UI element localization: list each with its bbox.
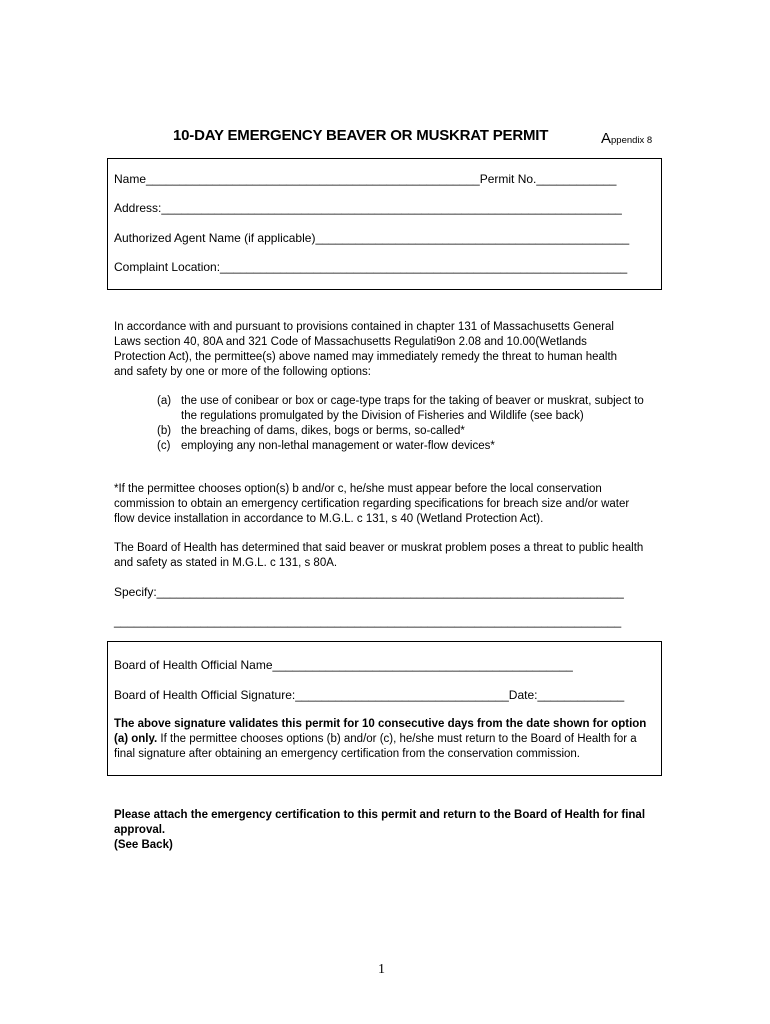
attach-instruction: Please attach the emergency certification to this permit and return to the Board of Health for final approval. — [114, 809, 646, 836]
official-name-field[interactable]: Board of Health Official Name_____________________________________________ — [114, 658, 573, 672]
option-c — [157, 439, 662, 454]
board-statement: The Board of Health has determined that said beaver or muskrat problem poses a threat to public health and safety as stated in M.G.L. c 131, s 80A. — [114, 542, 644, 569]
option-label: (c) — [157, 440, 171, 452]
option-text: employing any non-lethal management or water-flow devices* — [181, 440, 495, 452]
address-field[interactable]: Address:_____________________________________________________________________ — [114, 201, 622, 215]
validation-bold-text: The above signature validates this permit for 10 consecutive days from the date shown for option (a) only. — [114, 718, 647, 745]
name-field[interactable]: Name__________________________________________________Permit No.____________ — [114, 172, 617, 186]
option-a — [157, 394, 662, 424]
appendix-rest: ppendix 8 — [611, 135, 653, 146]
page-number: 1 — [378, 962, 385, 977]
footnote-paragraph: *If the permittee chooses option(s) b and/or c, he/she must appear before the local conservation commission to obtain an emergency certification regarding specifications for breach size and/or water flow device installation in accordance to M.G.L. c 131, s 40 (Wetland Protection Act). — [114, 483, 630, 525]
official-signature-field[interactable]: Board of Health Official Signature:________________________________Date:_____________ — [114, 688, 625, 702]
appendix-label — [601, 130, 652, 147]
option-text: the breaching of dams, dikes, bogs or berms, so-called* — [181, 425, 465, 437]
specify-field[interactable]: Specify:______________________________________________________________________ — [114, 585, 624, 599]
complaint-location-field[interactable]: Complaint Location:_____________________________________________________________ — [114, 260, 628, 274]
option-b — [157, 424, 662, 439]
agent-name-field[interactable]: Authorized Agent Name (if applicable)_______________________________________________ — [114, 231, 630, 245]
appendix-initial: A — [601, 130, 612, 147]
option-label: (a) — [157, 395, 172, 407]
specify-field-continued[interactable]: ____________________________________________________________________________ — [114, 614, 622, 628]
options-list — [157, 394, 662, 454]
option-text: the use of conibear or box or cage-type traps for the taking of beaver or muskrat, subject to the regulations promulgated by the Division of Fisheries and Wildlife (see back) — [181, 395, 644, 422]
form-title: 10-DAY EMERGENCY BEAVER OR MUSKRAT PERMIT — [173, 127, 549, 144]
validation-paragraph — [114, 717, 656, 762]
option-label: (b) — [157, 425, 172, 437]
see-back-note: (See Back) — [114, 839, 173, 851]
intro-paragraph: In accordance with and pursuant to provisions contained in chapter 131 of Massachusetts General Laws section 40, 80A and 321 Code of Massachusetts Regulati9on 2.08 and 10.00(Wetlands Protection Act), the permittee(s) above named may immediately remedy the threat to human health and safety by one or more of the following options: — [114, 321, 618, 378]
validation-text: If the permittee chooses options (b) and/or (c), he/she must return to the Board of Health for a final signature after obtaining an emergency certification from the conservation commission. — [114, 733, 637, 760]
